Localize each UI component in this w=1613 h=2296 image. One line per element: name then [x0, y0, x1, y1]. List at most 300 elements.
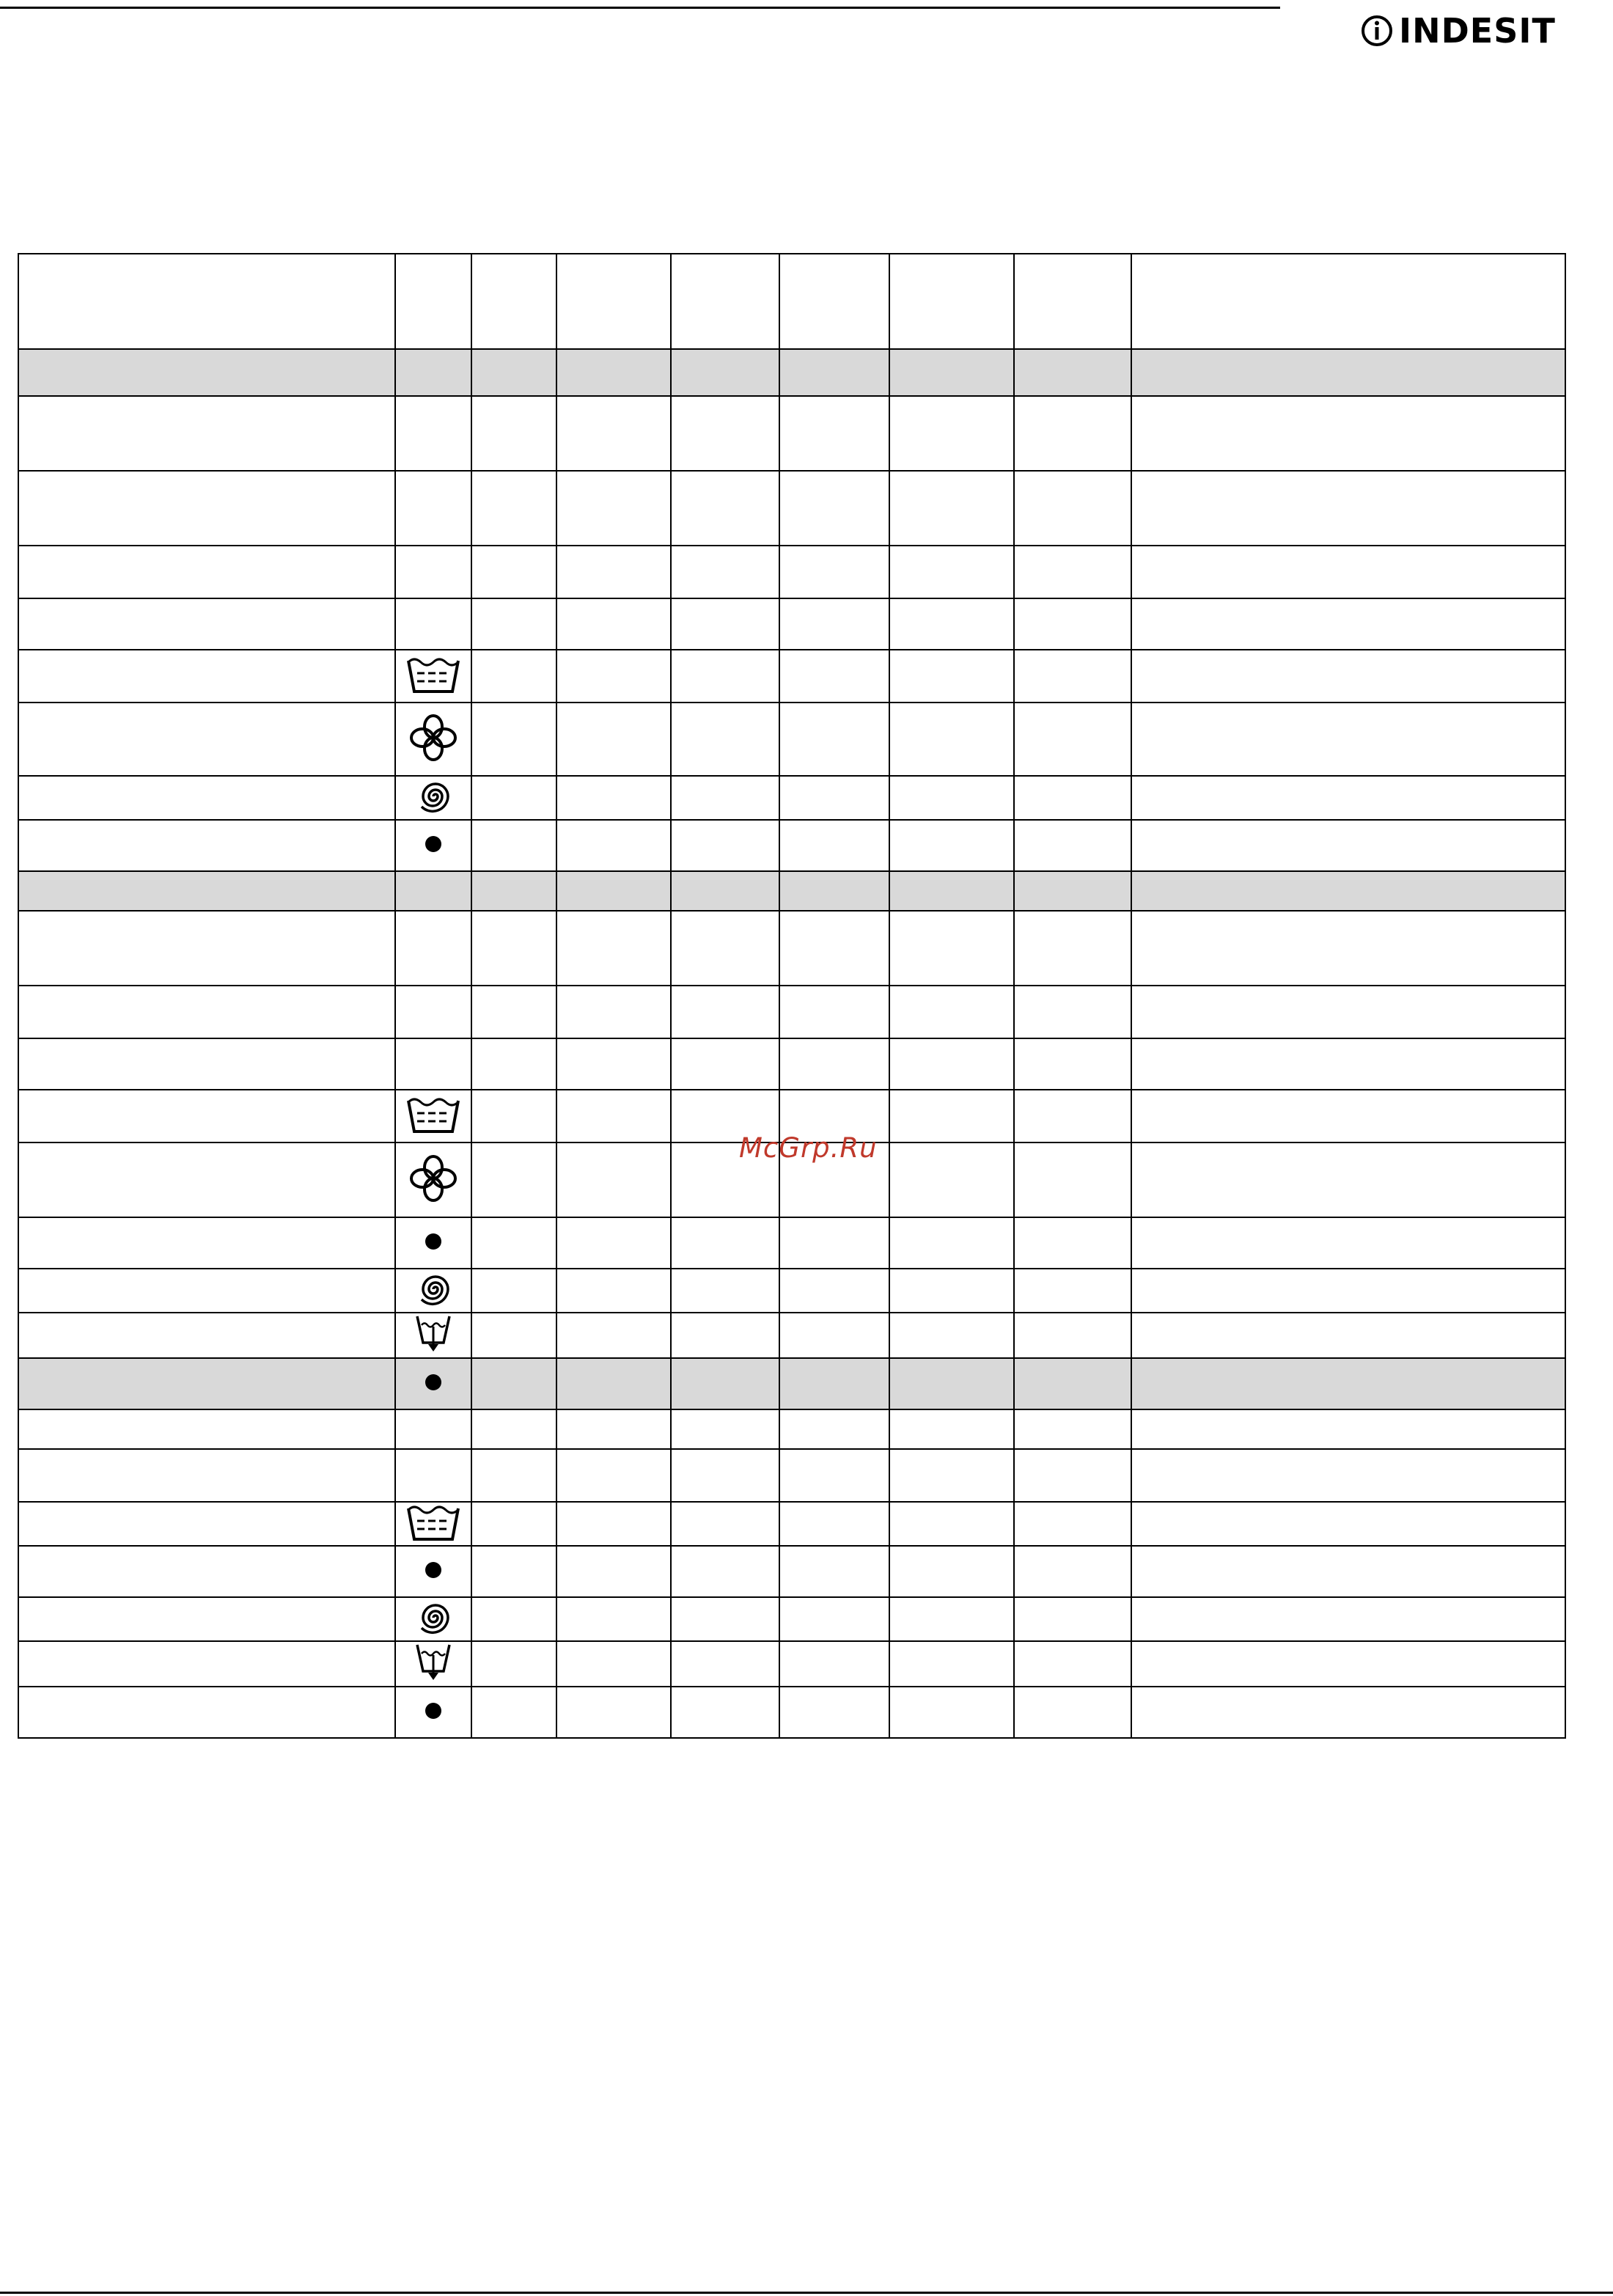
table-cell: [395, 986, 471, 1038]
table-cell: [1014, 820, 1131, 871]
table-cell: [556, 1687, 671, 1738]
table-cell: [18, 776, 395, 820]
symbol-wrapper: [423, 1701, 444, 1721]
table-cell: [395, 254, 471, 349]
table-cell: [1014, 871, 1131, 911]
table-cell: [1014, 1449, 1131, 1502]
table-cell: [1131, 1313, 1565, 1358]
table-cell: [671, 776, 779, 820]
dot-icon: [423, 834, 444, 854]
table-cell: [889, 1217, 1014, 1269]
symbol-wrapper: [423, 1560, 444, 1580]
table-cell: [671, 911, 779, 986]
table-cell: [779, 911, 889, 986]
table-cell: [18, 1038, 395, 1090]
table-cell: [1131, 1687, 1565, 1738]
table-cell: [1014, 1313, 1131, 1358]
table-row: [18, 776, 1565, 820]
table-row: [18, 650, 1565, 703]
table-cell: [471, 1641, 556, 1687]
table-cell: [471, 911, 556, 986]
table-cell: [1131, 820, 1565, 871]
table-cell: [779, 1409, 889, 1449]
table-cell: [556, 1546, 671, 1597]
footer-rule: [0, 2292, 1613, 2294]
flower-icon: [408, 1153, 458, 1203]
table-cell: [1014, 546, 1131, 598]
table-cell: [671, 546, 779, 598]
table-cell: [18, 1502, 395, 1546]
table-row: [18, 1313, 1565, 1358]
wash-tub-icon: [405, 655, 461, 694]
table-cell: [18, 1546, 395, 1597]
table-cell: [671, 1449, 779, 1502]
table-cell: [1131, 1502, 1565, 1546]
table-cell: [779, 349, 889, 396]
spiral-icon: [413, 777, 454, 816]
table-cell: [556, 546, 671, 598]
symbol-wrapper: [405, 1503, 461, 1542]
symbol-wrapper: [413, 777, 454, 816]
table-cell: [395, 871, 471, 911]
table-cell: [1131, 598, 1565, 650]
table-cell: [671, 820, 779, 871]
table-cell: [18, 703, 395, 776]
table-section-row: [18, 1358, 1565, 1409]
table-cell: [1014, 396, 1131, 471]
table-cell: [1014, 254, 1131, 349]
table-cell: [18, 396, 395, 471]
table-cell: [671, 396, 779, 471]
table-cell: [395, 1409, 471, 1449]
table-row: [18, 820, 1565, 871]
symbol-wrapper: [413, 1598, 454, 1637]
wash-tub-icon: [405, 1503, 461, 1542]
table-cell: [779, 820, 889, 871]
table-row: [18, 986, 1565, 1038]
table-cell: [18, 471, 395, 546]
symbol-wrapper: [423, 1372, 444, 1393]
table-cell: [1131, 986, 1565, 1038]
table-row: [18, 1641, 1565, 1687]
table-cell: [889, 1269, 1014, 1313]
table-cell: [18, 1641, 395, 1687]
table-cell: [779, 1269, 889, 1313]
table-cell: [471, 1143, 556, 1217]
table-cell: [471, 650, 556, 703]
table-cell: [556, 1143, 671, 1217]
table-cell: [671, 1641, 779, 1687]
table-cell: [18, 1269, 395, 1313]
symbol-wrapper: [414, 1313, 452, 1354]
table-cell: [889, 1358, 1014, 1409]
table-cell: [779, 986, 889, 1038]
programme-table: [18, 253, 1566, 1739]
table-cell: [556, 986, 671, 1038]
symbol-wrapper: [413, 1269, 454, 1309]
table-row: [18, 1038, 1565, 1090]
spiral-icon: [413, 1269, 454, 1309]
table-cell: [18, 871, 395, 911]
dot-icon: [423, 1231, 444, 1252]
table-cell: [1131, 871, 1565, 911]
table-cell: [889, 254, 1014, 349]
table-cell: [471, 1597, 556, 1641]
table-cell: [556, 1269, 671, 1313]
table-cell: [395, 1038, 471, 1090]
table-cell: [889, 1687, 1014, 1738]
table-cell: [889, 396, 1014, 471]
table-cell: [1131, 911, 1565, 986]
table-row: [18, 1687, 1565, 1738]
table-cell: [1014, 1143, 1131, 1217]
table-cell: [471, 1409, 556, 1449]
table-cell: [471, 598, 556, 650]
watermark: McGrp.Ru: [739, 1132, 878, 1164]
table-cell: [779, 1358, 889, 1409]
table-cell: [671, 1038, 779, 1090]
table-cell: [889, 703, 1014, 776]
table-cell: [889, 1597, 1014, 1641]
table-cell: [556, 871, 671, 911]
table-cell: [395, 1546, 471, 1597]
table-section-row: [18, 871, 1565, 911]
table-cell: [779, 650, 889, 703]
table-cell: [18, 1090, 395, 1143]
symbol-wrapper: [408, 1153, 458, 1203]
table-cell: [395, 1502, 471, 1546]
table-cell: [1131, 396, 1565, 471]
table-cell: [671, 254, 779, 349]
table-cell: [556, 1449, 671, 1502]
drain-icon: [414, 1642, 452, 1683]
table-cell: [395, 1597, 471, 1641]
table-cell: [779, 1038, 889, 1090]
table-cell: [1014, 1358, 1131, 1409]
table-cell: [471, 703, 556, 776]
table-cell: [395, 349, 471, 396]
table-cell: [395, 1090, 471, 1143]
table-cell: [671, 471, 779, 546]
table-cell: [471, 1687, 556, 1738]
table-cell: [471, 871, 556, 911]
table-cell: [471, 1546, 556, 1597]
table-cell: [471, 546, 556, 598]
table-cell: [1014, 1641, 1131, 1687]
table-cell: [471, 349, 556, 396]
table-cell: [556, 650, 671, 703]
table-cell: [1131, 1038, 1565, 1090]
drain-icon: [414, 1313, 452, 1354]
table-cell: [18, 1313, 395, 1358]
table-cell: [395, 1143, 471, 1217]
table-row: [18, 1217, 1565, 1269]
table-cell: [1014, 1409, 1131, 1449]
table-cell: [18, 911, 395, 986]
table-cell: [1014, 1269, 1131, 1313]
table-cell: [556, 1502, 671, 1546]
table-cell: [395, 1641, 471, 1687]
table-cell: [395, 471, 471, 546]
table-cell: [779, 1687, 889, 1738]
table-cell: [671, 349, 779, 396]
indesit-logo-icon: [1361, 15, 1393, 47]
table-cell: [556, 1358, 671, 1409]
table-cell: [18, 254, 395, 349]
table-cell: [1014, 650, 1131, 703]
symbol-wrapper: [405, 1095, 461, 1134]
table-cell: [395, 1269, 471, 1313]
table-cell: [1131, 1409, 1565, 1449]
table-cell: [556, 1313, 671, 1358]
table-row: [18, 1502, 1565, 1546]
table-cell: [556, 703, 671, 776]
table-cell: [471, 1090, 556, 1143]
table-cell: [1014, 1038, 1131, 1090]
table-cell: [556, 776, 671, 820]
table-cell: [18, 650, 395, 703]
table-cell: [471, 254, 556, 349]
table-cell: [779, 871, 889, 911]
symbol-wrapper: [405, 655, 461, 694]
table-cell: [889, 1090, 1014, 1143]
table-cell: [671, 1687, 779, 1738]
table-cell: [1014, 776, 1131, 820]
table-row: [18, 1449, 1565, 1502]
table-cell: [779, 471, 889, 546]
table-cell: [671, 703, 779, 776]
table-cell: [1014, 1090, 1131, 1143]
table-cell: [556, 1409, 671, 1449]
table-cell: [1131, 1546, 1565, 1597]
table-cell: [1131, 349, 1565, 396]
table-cell: [18, 1358, 395, 1409]
table-cell: [395, 1687, 471, 1738]
table-cell: [889, 598, 1014, 650]
table-cell: [1014, 1546, 1131, 1597]
table-cell: [556, 471, 671, 546]
table-header-row: [18, 254, 1565, 349]
table-cell: [471, 1217, 556, 1269]
table-row: [18, 1597, 1565, 1641]
table-cell: [1014, 911, 1131, 986]
table-cell: [1131, 471, 1565, 546]
table-cell: [779, 1502, 889, 1546]
table-cell: [395, 703, 471, 776]
table-cell: [471, 1502, 556, 1546]
table-row: [18, 1546, 1565, 1597]
table-cell: [889, 471, 1014, 546]
table-cell: [779, 546, 889, 598]
table-cell: [889, 1038, 1014, 1090]
table-cell: [395, 1313, 471, 1358]
table-cell: [889, 1641, 1014, 1687]
table-cell: [556, 1597, 671, 1641]
table-cell: [779, 776, 889, 820]
table-cell: [395, 396, 471, 471]
table-cell: [889, 1143, 1014, 1217]
dot-icon: [423, 1560, 444, 1580]
table-cell: [471, 1449, 556, 1502]
table-cell: [889, 1546, 1014, 1597]
table-cell: [1131, 703, 1565, 776]
brand-logo: [1361, 10, 1556, 51]
table-cell: [889, 1449, 1014, 1502]
table-cell: [1131, 1217, 1565, 1269]
table-cell: [18, 1597, 395, 1641]
table-cell: [18, 1217, 395, 1269]
table-cell: [671, 1358, 779, 1409]
table-cell: [889, 911, 1014, 986]
table-cell: [671, 986, 779, 1038]
table-cell: [18, 349, 395, 396]
table-cell: [779, 598, 889, 650]
brand-name: INDESIT: [1399, 11, 1556, 51]
table-cell: [395, 911, 471, 986]
table-cell: [471, 986, 556, 1038]
table-cell: [779, 1597, 889, 1641]
table-cell: [889, 776, 1014, 820]
table-cell: [471, 396, 556, 471]
table-cell: [1014, 986, 1131, 1038]
table-section-row: [18, 349, 1565, 396]
table-cell: [1131, 776, 1565, 820]
table-cell: [779, 1217, 889, 1269]
table-cell: [1014, 1687, 1131, 1738]
table-cell: [556, 598, 671, 650]
table-cell: [889, 1313, 1014, 1358]
symbol-wrapper: [423, 834, 444, 854]
table-cell: [471, 1313, 556, 1358]
table-cell: [395, 598, 471, 650]
table-cell: [556, 396, 671, 471]
table-cell: [471, 471, 556, 546]
table-cell: [395, 650, 471, 703]
table-cell: [779, 254, 889, 349]
table-cell: [395, 1358, 471, 1409]
table-cell: [1014, 471, 1131, 546]
table-cell: [395, 820, 471, 871]
table-cell: [889, 1502, 1014, 1546]
table-cell: [1014, 349, 1131, 396]
table-row: [18, 598, 1565, 650]
table-cell: [18, 820, 395, 871]
table-cell: [671, 1313, 779, 1358]
table-cell: [1131, 254, 1565, 349]
table-cell: [18, 1687, 395, 1738]
table-cell: [671, 1217, 779, 1269]
dot-icon: [423, 1701, 444, 1721]
table-cell: [1131, 546, 1565, 598]
table-cell: [671, 1409, 779, 1449]
table-cell: [1131, 1090, 1565, 1143]
table-cell: [556, 911, 671, 986]
table-cell: [889, 546, 1014, 598]
symbol-wrapper: [414, 1642, 452, 1683]
table-row: [18, 911, 1565, 986]
table-cell: [889, 986, 1014, 1038]
table-cell: [671, 871, 779, 911]
table-cell: [556, 820, 671, 871]
table-cell: [889, 349, 1014, 396]
wash-tub-icon: [405, 1095, 461, 1134]
table-cell: [395, 1449, 471, 1502]
table-cell: [395, 546, 471, 598]
table-cell: [471, 820, 556, 871]
table-cell: [671, 1502, 779, 1546]
table-row: [18, 1409, 1565, 1449]
table-cell: [1131, 1358, 1565, 1409]
table-cell: [1014, 703, 1131, 776]
table-cell: [471, 1269, 556, 1313]
symbol-wrapper: [423, 1231, 444, 1252]
spiral-icon: [413, 1598, 454, 1637]
table-cell: [18, 1449, 395, 1502]
table-cell: [671, 1546, 779, 1597]
table-cell: [1131, 1641, 1565, 1687]
table-cell: [889, 1409, 1014, 1449]
table-cell: [1131, 1143, 1565, 1217]
table-cell: [889, 650, 1014, 703]
table-cell: [889, 820, 1014, 871]
table-cell: [395, 1217, 471, 1269]
table-cell: [1014, 598, 1131, 650]
symbol-wrapper: [408, 713, 458, 763]
table-cell: [889, 871, 1014, 911]
table-cell: [1014, 1502, 1131, 1546]
table-row: [18, 396, 1565, 471]
table-cell: [395, 776, 471, 820]
table-cell: [556, 1038, 671, 1090]
table-cell: [471, 776, 556, 820]
table-cell: [18, 986, 395, 1038]
table-cell: [1014, 1597, 1131, 1641]
table-cell: [1131, 650, 1565, 703]
table-cell: [556, 1217, 671, 1269]
table-cell: [18, 546, 395, 598]
header-rule: [0, 7, 1280, 9]
table-cell: [18, 1143, 395, 1217]
table-cell: [671, 598, 779, 650]
table-cell: [1014, 1217, 1131, 1269]
table-cell: [1131, 1449, 1565, 1502]
table-cell: [556, 1641, 671, 1687]
table-cell: [671, 650, 779, 703]
flower-icon: [408, 713, 458, 763]
table-cell: [18, 598, 395, 650]
table-cell: [556, 1090, 671, 1143]
table-row: [18, 1269, 1565, 1313]
table-cell: [671, 1269, 779, 1313]
table-cell: [556, 349, 671, 396]
table-cell: [779, 1313, 889, 1358]
table-cell: [1131, 1597, 1565, 1641]
table-cell: [471, 1038, 556, 1090]
table-row: [18, 471, 1565, 546]
table-row: [18, 546, 1565, 598]
table-cell: [779, 703, 889, 776]
table-cell: [556, 254, 671, 349]
table-row: [18, 703, 1565, 776]
table-cell: [18, 1409, 395, 1449]
table-cell: [1131, 1269, 1565, 1313]
table-cell: [779, 1449, 889, 1502]
table-cell: [471, 1358, 556, 1409]
table-cell: [671, 1597, 779, 1641]
table-cell: [779, 396, 889, 471]
dot-icon: [423, 1372, 444, 1393]
table-cell: [779, 1546, 889, 1597]
